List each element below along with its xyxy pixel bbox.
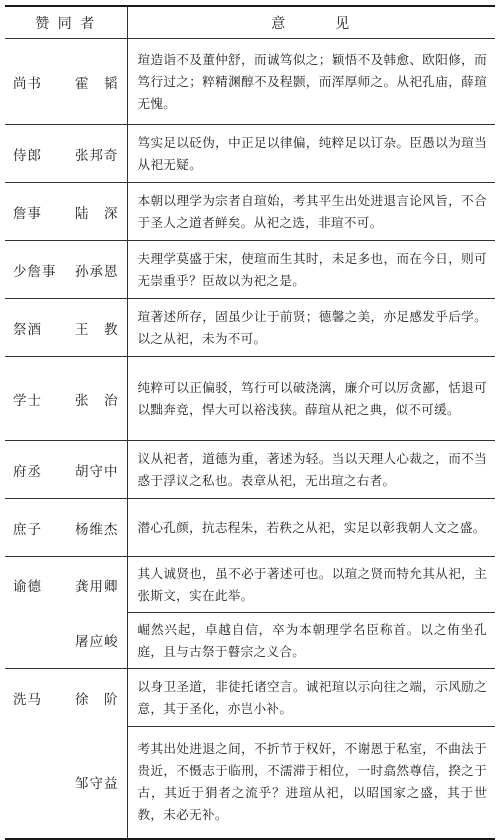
opinion-cell: 瑄著述所存，固虽少让于前贤；德馨之美，亦足感发乎后学。以之从祀，未为不可。: [127, 299, 495, 357]
table-row: [5, 357, 495, 441]
header-opinion: [127, 6, 495, 39]
supporter-cell: [5, 39, 127, 125]
opinion-cell: 瑄造诣不及董仲舒，而诚笃似之；颖悟不及韩愈、欧阳修，而笃行过之；粹精渊醇不及程颢，而浑厚师之。从祀孔庙，薛瑄无愧。: [127, 39, 495, 125]
opinion-cell: 考其出处进退之间，不折节于权奸，不谢恩于私室，不曲法于贵近，不慑志于临刑，不濡滞于相位，一时翕然尊信，揆之于古，其近于狷者之流乎？进瑄从祀，以昭国家之盛，其于世教，未必无补。: [127, 727, 495, 839]
table-row: [5, 669, 495, 727]
supporter-cell: [5, 241, 127, 299]
supporter-cell: [5, 727, 127, 839]
official-name: 邹守益: [75, 776, 119, 792]
header-opinion-char-1: 意: [271, 15, 288, 32]
table-row: [5, 557, 495, 613]
opinion-cell: 其人诚贤也，虽不必于著述可也。以瑄之贤而特允其从祀，主张斯文，实在此举。: [127, 557, 495, 613]
opinion-cell: 夫理学莫盛于宋，使瑄而生其时，未足多也，而在今日，则可无崇重乎？臣故以为祀之是。: [127, 241, 495, 299]
opinion-cell: 纯粹可以正偏驳，笃行可以破浇漓，廉介可以厉贪鄙，恬退可以黜奔竞，悍大可以裕浅狭。薛瑄从祀之典，似不可缓。: [127, 357, 495, 441]
official-rank: 庶子: [13, 521, 42, 538]
opinion-cell: 崛然兴起，卓越自信，卒为本朝理学名臣称首。以之侑坐孔庭，且与古祭于瞽宗之义合。: [127, 613, 495, 669]
opinion-cell: 本朝以理学为宗者自瑄始，考其平生出处进退言论风旨，不合于圣人之道者鲜矣。从祀之选，非瑄不可。: [127, 183, 495, 241]
table-row: [5, 299, 495, 357]
opinion-cell: 笃实足以砭伪，中正足以律偏，纯粹足以订杂。臣愚以为瑄当从祀无疑。: [127, 125, 495, 183]
official-name: 霍 韬: [75, 75, 119, 92]
opinion-table: [5, 5, 495, 840]
official-name: 徐 阶: [75, 691, 119, 708]
table-row: [5, 183, 495, 241]
supporter-cell: [5, 499, 127, 557]
supporter-cell: [5, 669, 127, 727]
official-rank: [13, 772, 55, 792]
official-rank: 谕德: [13, 578, 42, 595]
supporter-cell: [5, 125, 127, 183]
official-rank: 侍郎: [13, 147, 42, 164]
table-row: [5, 125, 495, 183]
supporter-cell: [5, 299, 127, 357]
official-rank: 学士: [13, 392, 42, 409]
official-name: 孙承恩: [75, 263, 119, 280]
official-rank: 少詹事: [13, 263, 57, 280]
official-name: 张 治: [75, 392, 119, 409]
official-name: 胡守中: [75, 463, 119, 480]
table-header-row: [5, 6, 495, 39]
official-name: 杨维杰: [75, 521, 119, 538]
table-row: [5, 727, 495, 839]
table-row: [5, 499, 495, 557]
official-rank: 府丞: [13, 463, 42, 480]
table-row: [5, 613, 495, 669]
opinion-cell: 潜心孔颜，抗志程朱，若秩之从祀，实足以彰我朝人文之盛。: [127, 499, 495, 557]
supporter-cell: [5, 357, 127, 441]
table-row: [5, 39, 495, 125]
official-name: 陆 深: [75, 205, 119, 222]
header-supporters: 赞 同 者: [5, 6, 127, 39]
official-rank: [13, 630, 55, 650]
supporter-cell: [5, 183, 127, 241]
official-rank: 洗马: [13, 691, 42, 708]
supporter-cell: [5, 441, 127, 499]
official-rank: 詹事: [13, 205, 42, 222]
official-name: 王 教: [75, 321, 119, 338]
table-row: [5, 441, 495, 499]
opinion-cell: 以身卫圣道，非徒托诸空言。诚祀瑄以示向往之端，示风励之意，其于圣化，亦岂小补。: [127, 669, 495, 727]
opinion-cell: 议从祀者，道德为重，著述为轻。当以天理人心裁之，而不当惑于浮议之私也。表章从祀，无出瑄之右者。: [127, 441, 495, 499]
supporter-cell: [5, 557, 127, 613]
supporter-cell: [5, 613, 127, 669]
official-name: 张邦奇: [75, 147, 119, 164]
official-rank: 祭酒: [13, 321, 42, 338]
table-row: [5, 241, 495, 299]
official-name: 屠应峻: [75, 634, 119, 651]
header-opinion-char-2: 见: [335, 15, 352, 32]
official-name: 龚用卿: [75, 578, 119, 595]
official-rank: 尚书: [13, 75, 42, 92]
